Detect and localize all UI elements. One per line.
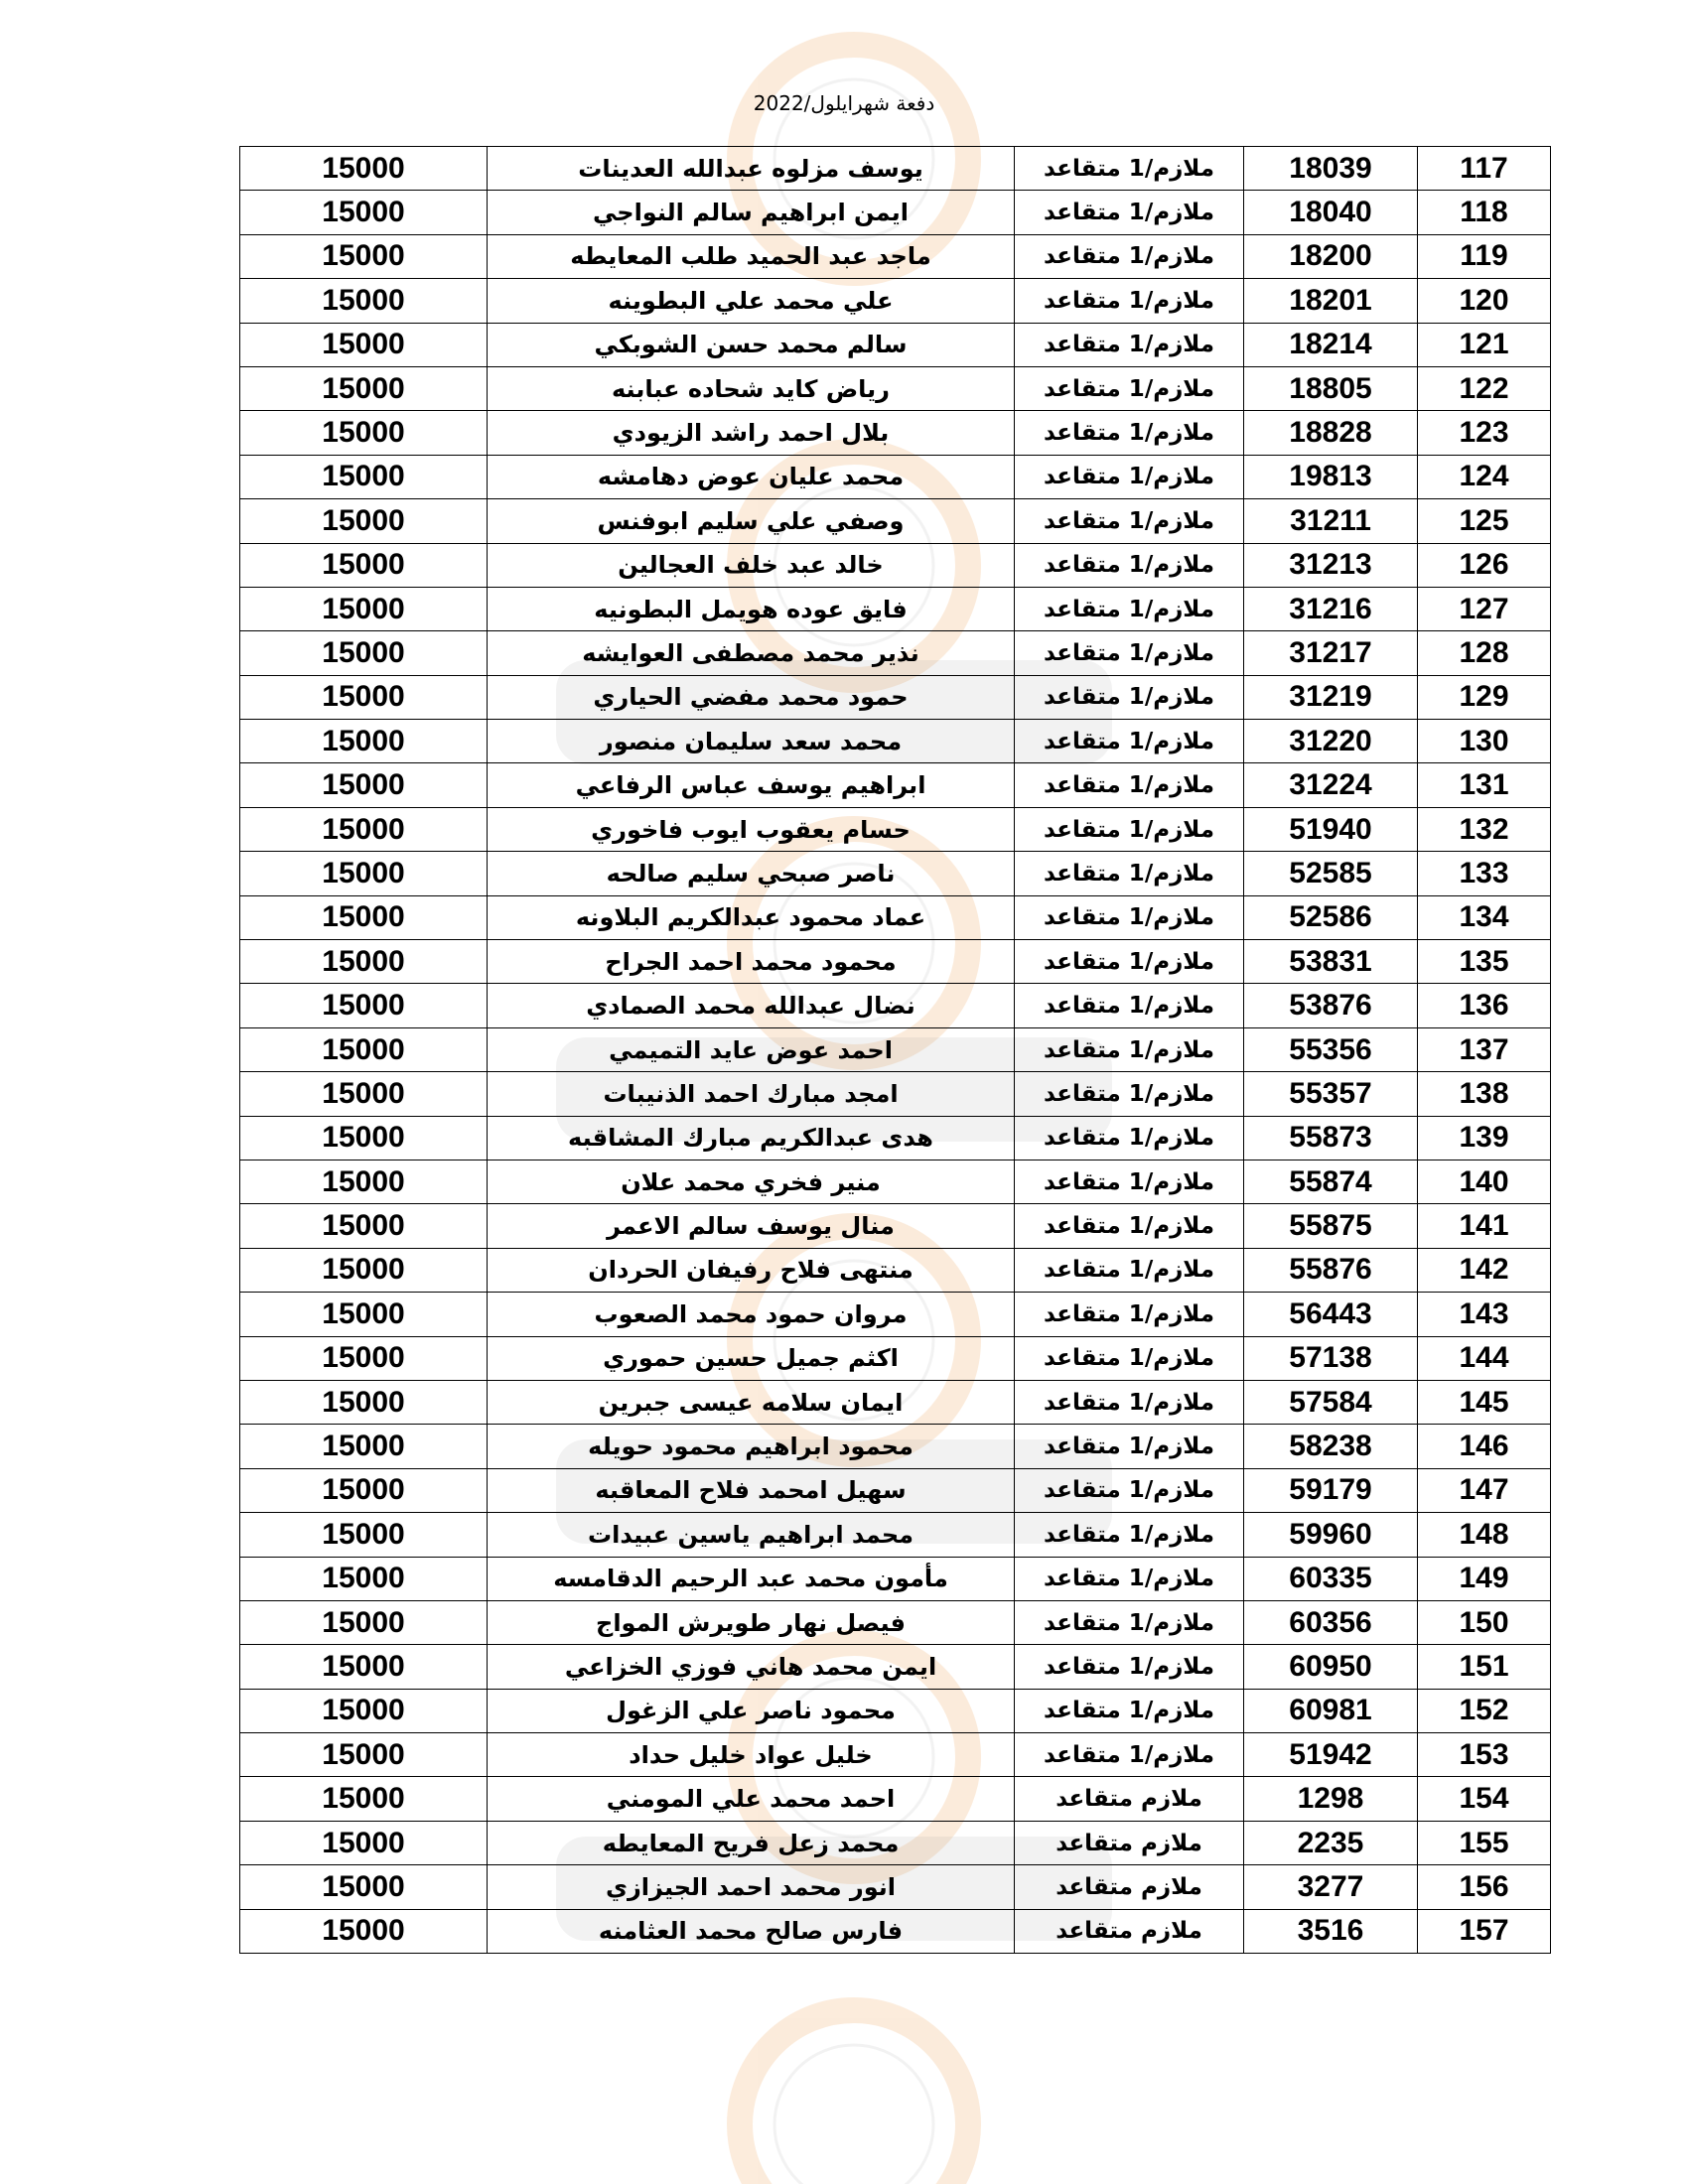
table-row (240, 1689, 1551, 1732)
military-number-cell: 18201 (1244, 279, 1418, 323)
serial-number-cell: 144 (1418, 1336, 1551, 1380)
military-number-cell: 51942 (1244, 1733, 1418, 1777)
serial-number-cell: 147 (1418, 1468, 1551, 1512)
amount-cell: 15000 (240, 1557, 488, 1600)
serial-number-cell: 126 (1418, 543, 1551, 587)
rank-cell: ملازم/1 متقاعد (1015, 1557, 1244, 1600)
name-cell: بلال احمد راشد الزيودي (488, 411, 1015, 455)
serial-number-cell: 120 (1418, 279, 1551, 323)
table-row (240, 1513, 1551, 1557)
name-cell: وصفي علي سليم ابوفنس (488, 499, 1015, 543)
name-cell: رياض كايد شحاده عبابنه (488, 366, 1015, 410)
rank-cell: ملازم/1 متقاعد (1015, 191, 1244, 234)
military-number-cell: 31213 (1244, 543, 1418, 587)
rank-cell: ملازم/1 متقاعد (1015, 1645, 1244, 1689)
serial-number-cell: 122 (1418, 366, 1551, 410)
rank-cell: ملازم/1 متقاعد (1015, 1468, 1244, 1512)
name-cell: نضال عبدالله محمد الصمادي (488, 984, 1015, 1027)
rank-cell: ملازم/1 متقاعد (1015, 1513, 1244, 1557)
military-number-cell: 55875 (1244, 1204, 1418, 1248)
serial-number-cell: 127 (1418, 587, 1551, 630)
table-row (240, 852, 1551, 895)
serial-number-cell: 145 (1418, 1380, 1551, 1424)
amount-cell: 15000 (240, 1248, 488, 1292)
rank-cell: ملازم/1 متقاعد (1015, 631, 1244, 675)
name-cell: حسام يعقوب ايوب فاخوري (488, 807, 1015, 851)
table-row (240, 1293, 1551, 1336)
military-number-cell: 52586 (1244, 895, 1418, 939)
rank-cell: ملازم متقاعد (1015, 1909, 1244, 1953)
military-number-cell: 59960 (1244, 1513, 1418, 1557)
table-row (240, 1204, 1551, 1248)
table-row (240, 1733, 1551, 1777)
serial-number-cell: 133 (1418, 852, 1551, 895)
table-row (240, 587, 1551, 630)
name-cell: حمود محمد مفضي الحياري (488, 675, 1015, 719)
table-row (240, 1072, 1551, 1116)
rank-cell: ملازم/1 متقاعد (1015, 1425, 1244, 1468)
amount-cell: 15000 (240, 1777, 488, 1821)
rank-cell: ملازم/1 متقاعد (1015, 323, 1244, 366)
serial-number-cell: 149 (1418, 1557, 1551, 1600)
name-cell: ايمن ابراهيم سالم النواجي (488, 191, 1015, 234)
military-number-cell: 58238 (1244, 1425, 1418, 1468)
military-number-cell: 55873 (1244, 1116, 1418, 1160)
table-row (240, 1027, 1551, 1071)
military-number-cell: 2235 (1244, 1821, 1418, 1864)
name-cell: محمد عليان عوض دهامشه (488, 455, 1015, 498)
table-row (240, 455, 1551, 498)
name-cell: ماجد عبد الحميد طلب المعايطه (488, 234, 1015, 278)
amount-cell: 15000 (240, 1204, 488, 1248)
name-cell: انور محمد احمد الجيزازي (488, 1865, 1015, 1909)
amount-cell: 15000 (240, 1027, 488, 1071)
rank-cell: ملازم/1 متقاعد (1015, 279, 1244, 323)
amount-cell: 15000 (240, 543, 488, 587)
amount-cell: 15000 (240, 147, 488, 191)
rank-cell: ملازم/1 متقاعد (1015, 1689, 1244, 1732)
amount-cell: 15000 (240, 323, 488, 366)
amount-cell: 15000 (240, 1380, 488, 1424)
amount-cell: 15000 (240, 411, 488, 455)
military-number-cell: 55874 (1244, 1160, 1418, 1203)
name-cell: ابراهيم يوسف عباس الرفاعي (488, 763, 1015, 807)
amount-cell: 15000 (240, 191, 488, 234)
amount-cell: 15000 (240, 1336, 488, 1380)
rank-cell: ملازم متقاعد (1015, 1865, 1244, 1909)
name-cell: محمد سعد سليمان منصور (488, 720, 1015, 763)
name-cell: مأمون محمد عبد الرحيم الدقامسه (488, 1557, 1015, 1600)
serial-number-cell: 151 (1418, 1645, 1551, 1689)
military-number-cell: 59179 (1244, 1468, 1418, 1512)
serial-number-cell: 117 (1418, 147, 1551, 191)
table-row (240, 763, 1551, 807)
serial-number-cell: 143 (1418, 1293, 1551, 1336)
table-row (240, 1645, 1551, 1689)
name-cell: خالد عبد خلف العجالين (488, 543, 1015, 587)
serial-number-cell: 135 (1418, 940, 1551, 984)
table-row (240, 1380, 1551, 1424)
name-cell: سالم محمد حسن الشوبكي (488, 323, 1015, 366)
military-number-cell: 18805 (1244, 366, 1418, 410)
name-cell: محمود محمد احمد الجراح (488, 940, 1015, 984)
table-row (240, 1865, 1551, 1909)
military-number-cell: 31217 (1244, 631, 1418, 675)
name-cell: فيصل نهار طويرش المواج (488, 1600, 1015, 1644)
payment-table (239, 146, 1551, 1954)
amount-cell: 15000 (240, 499, 488, 543)
serial-number-cell: 128 (1418, 631, 1551, 675)
name-cell: منال يوسف سالم الاعمر (488, 1204, 1015, 1248)
rank-cell: ملازم متقاعد (1015, 1821, 1244, 1864)
rank-cell: ملازم/1 متقاعد (1015, 1027, 1244, 1071)
military-number-cell: 31224 (1244, 763, 1418, 807)
serial-number-cell: 131 (1418, 763, 1551, 807)
table-row (240, 147, 1551, 191)
rank-cell: ملازم/1 متقاعد (1015, 940, 1244, 984)
serial-number-cell: 139 (1418, 1116, 1551, 1160)
amount-cell: 15000 (240, 631, 488, 675)
table-row (240, 279, 1551, 323)
military-number-cell: 55876 (1244, 1248, 1418, 1292)
amount-cell: 15000 (240, 1116, 488, 1160)
military-number-cell: 60950 (1244, 1645, 1418, 1689)
amount-cell: 15000 (240, 1600, 488, 1644)
name-cell: محمد ابراهيم ياسين عبيدات (488, 1513, 1015, 1557)
amount-cell: 15000 (240, 1513, 488, 1557)
amount-cell: 15000 (240, 366, 488, 410)
table-row (240, 234, 1551, 278)
name-cell: مروان حمود محمد الصعوب (488, 1293, 1015, 1336)
serial-number-cell: 125 (1418, 499, 1551, 543)
military-number-cell: 53831 (1244, 940, 1418, 984)
table-row (240, 675, 1551, 719)
rank-cell: ملازم/1 متقاعد (1015, 1380, 1244, 1424)
amount-cell: 15000 (240, 1468, 488, 1512)
military-number-cell: 18039 (1244, 147, 1418, 191)
serial-number-cell: 156 (1418, 1865, 1551, 1909)
military-number-cell: 31219 (1244, 675, 1418, 719)
military-number-cell: 19813 (1244, 455, 1418, 498)
amount-cell: 15000 (240, 763, 488, 807)
table-row (240, 1600, 1551, 1644)
serial-number-cell: 134 (1418, 895, 1551, 939)
name-cell: منتهى فلاح رفيفان الحردان (488, 1248, 1015, 1292)
amount-cell: 15000 (240, 940, 488, 984)
name-cell: فايق عوده هويمل البطونيه (488, 587, 1015, 630)
table-row (240, 1557, 1551, 1600)
military-number-cell: 60356 (1244, 1600, 1418, 1644)
amount-cell: 15000 (240, 1689, 488, 1732)
military-number-cell: 1298 (1244, 1777, 1418, 1821)
serial-number-cell: 153 (1418, 1733, 1551, 1777)
table-row (240, 191, 1551, 234)
serial-number-cell: 154 (1418, 1777, 1551, 1821)
name-cell: احمد محمد علي المومني (488, 1777, 1015, 1821)
name-cell: منير فخري محمد علان (488, 1160, 1015, 1203)
rank-cell: ملازم/1 متقاعد (1015, 852, 1244, 895)
military-number-cell: 60981 (1244, 1689, 1418, 1732)
serial-number-cell: 140 (1418, 1160, 1551, 1203)
rank-cell: ملازم/1 متقاعد (1015, 366, 1244, 410)
rank-cell: ملازم/1 متقاعد (1015, 411, 1244, 455)
amount-cell: 15000 (240, 852, 488, 895)
serial-number-cell: 121 (1418, 323, 1551, 366)
rank-cell: ملازم/1 متقاعد (1015, 675, 1244, 719)
amount-cell: 15000 (240, 279, 488, 323)
military-number-cell: 3516 (1244, 1909, 1418, 1953)
amount-cell: 15000 (240, 895, 488, 939)
name-cell: نذير محمد مصطفى العوايشه (488, 631, 1015, 675)
amount-cell: 15000 (240, 1293, 488, 1336)
serial-number-cell: 146 (1418, 1425, 1551, 1468)
serial-number-cell: 141 (1418, 1204, 1551, 1248)
amount-cell: 15000 (240, 1733, 488, 1777)
table-row (240, 631, 1551, 675)
table-row (240, 895, 1551, 939)
table-row (240, 323, 1551, 366)
table-row (240, 1248, 1551, 1292)
military-number-cell: 31216 (1244, 587, 1418, 630)
watermark-clock-icon (740, 2010, 968, 2184)
table-row (240, 1821, 1551, 1864)
military-number-cell: 31220 (1244, 720, 1418, 763)
rank-cell: ملازم/1 متقاعد (1015, 1293, 1244, 1336)
amount-cell: 15000 (240, 1821, 488, 1864)
table-row (240, 720, 1551, 763)
name-cell: امجد مبارك احمد الذنيبات (488, 1072, 1015, 1116)
serial-number-cell: 129 (1418, 675, 1551, 719)
military-number-cell: 55356 (1244, 1027, 1418, 1071)
serial-number-cell: 124 (1418, 455, 1551, 498)
serial-number-cell: 150 (1418, 1600, 1551, 1644)
table-row (240, 499, 1551, 543)
rank-cell: ملازم/1 متقاعد (1015, 720, 1244, 763)
rank-cell: ملازم/1 متقاعد (1015, 234, 1244, 278)
rank-cell: ملازم/1 متقاعد (1015, 763, 1244, 807)
rank-cell: ملازم/1 متقاعد (1015, 807, 1244, 851)
table-row (240, 1116, 1551, 1160)
rank-cell: ملازم/1 متقاعد (1015, 1733, 1244, 1777)
table-row (240, 1909, 1551, 1953)
amount-cell: 15000 (240, 234, 488, 278)
serial-number-cell: 132 (1418, 807, 1551, 851)
table-row (240, 984, 1551, 1027)
name-cell: علي محمد علي البطوينه (488, 279, 1015, 323)
military-number-cell: 31211 (1244, 499, 1418, 543)
table-row (240, 1468, 1551, 1512)
serial-number-cell: 152 (1418, 1689, 1551, 1732)
rank-cell: ملازم/1 متقاعد (1015, 543, 1244, 587)
military-number-cell: 18828 (1244, 411, 1418, 455)
rank-cell: ملازم/1 متقاعد (1015, 455, 1244, 498)
table-row (240, 366, 1551, 410)
amount-cell: 15000 (240, 720, 488, 763)
name-cell: هدى عبدالكريم مبارك المشاقبه (488, 1116, 1015, 1160)
name-cell: خليل عواد خليل حداد (488, 1733, 1015, 1777)
military-number-cell: 52585 (1244, 852, 1418, 895)
rank-cell: ملازم/1 متقاعد (1015, 1072, 1244, 1116)
rank-cell: ملازم/1 متقاعد (1015, 1336, 1244, 1380)
table-row (240, 1336, 1551, 1380)
military-number-cell: 60335 (1244, 1557, 1418, 1600)
amount-cell: 15000 (240, 1160, 488, 1203)
amount-cell: 15000 (240, 807, 488, 851)
military-number-cell: 18040 (1244, 191, 1418, 234)
name-cell: يوسف مزلوه عبدالله العدينات (488, 147, 1015, 191)
amount-cell: 15000 (240, 587, 488, 630)
table-row (240, 411, 1551, 455)
name-cell: سهيل امحمد فلاح المعاقبه (488, 1468, 1015, 1512)
military-number-cell: 18200 (1244, 234, 1418, 278)
serial-number-cell: 157 (1418, 1909, 1551, 1953)
table-row (240, 940, 1551, 984)
name-cell: ايمان سلامه عيسى جبرين (488, 1380, 1015, 1424)
military-number-cell: 3277 (1244, 1865, 1418, 1909)
rank-cell: ملازم/1 متقاعد (1015, 1204, 1244, 1248)
serial-number-cell: 123 (1418, 411, 1551, 455)
batch-title: دفعة شهرايلول/2022 (753, 91, 935, 115)
rank-cell: ملازم/1 متقاعد (1015, 984, 1244, 1027)
name-cell: محمود ناصر علي الزغول (488, 1689, 1015, 1732)
name-cell: محمود ابراهيم محمود حويله (488, 1425, 1015, 1468)
rank-cell: ملازم/1 متقاعد (1015, 1600, 1244, 1644)
military-number-cell: 57584 (1244, 1380, 1418, 1424)
rank-cell: ملازم/1 متقاعد (1015, 1160, 1244, 1203)
rank-cell: ملازم/1 متقاعد (1015, 499, 1244, 543)
rank-cell: ملازم/1 متقاعد (1015, 587, 1244, 630)
table-row (240, 1425, 1551, 1468)
military-number-cell: 51940 (1244, 807, 1418, 851)
table-row (240, 1160, 1551, 1203)
military-number-cell: 55357 (1244, 1072, 1418, 1116)
serial-number-cell: 155 (1418, 1821, 1551, 1864)
rank-cell: ملازم متقاعد (1015, 1777, 1244, 1821)
serial-number-cell: 119 (1418, 234, 1551, 278)
military-number-cell: 18214 (1244, 323, 1418, 366)
table-row (240, 543, 1551, 587)
serial-number-cell: 137 (1418, 1027, 1551, 1071)
rank-cell: ملازم/1 متقاعد (1015, 1248, 1244, 1292)
name-cell: عماد محمود عبدالكريم البلاونه (488, 895, 1015, 939)
amount-cell: 15000 (240, 1865, 488, 1909)
name-cell: ناصر صبحي سليم صالحه (488, 852, 1015, 895)
serial-number-cell: 130 (1418, 720, 1551, 763)
name-cell: محمد زعل فريح المعايطه (488, 1821, 1015, 1864)
rank-cell: ملازم/1 متقاعد (1015, 1116, 1244, 1160)
serial-number-cell: 118 (1418, 191, 1551, 234)
serial-number-cell: 136 (1418, 984, 1551, 1027)
serial-number-cell: 138 (1418, 1072, 1551, 1116)
name-cell: احمد عوض عايد التميمي (488, 1027, 1015, 1071)
military-number-cell: 57138 (1244, 1336, 1418, 1380)
table-row (240, 1777, 1551, 1821)
amount-cell: 15000 (240, 1645, 488, 1689)
amount-cell: 15000 (240, 455, 488, 498)
serial-number-cell: 142 (1418, 1248, 1551, 1292)
amount-cell: 15000 (240, 1072, 488, 1116)
amount-cell: 15000 (240, 675, 488, 719)
military-number-cell: 56443 (1244, 1293, 1418, 1336)
name-cell: ايمن محمد هاني فوزي الخزاعي (488, 1645, 1015, 1689)
amount-cell: 15000 (240, 1909, 488, 1953)
military-number-cell: 53876 (1244, 984, 1418, 1027)
serial-number-cell: 148 (1418, 1513, 1551, 1557)
rank-cell: ملازم/1 متقاعد (1015, 147, 1244, 191)
name-cell: فارس صالح محمد العثامنه (488, 1909, 1015, 1953)
amount-cell: 15000 (240, 1425, 488, 1468)
name-cell: اكثم جميل حسين حموري (488, 1336, 1015, 1380)
rank-cell: ملازم/1 متقاعد (1015, 895, 1244, 939)
amount-cell: 15000 (240, 984, 488, 1027)
table-row (240, 807, 1551, 851)
